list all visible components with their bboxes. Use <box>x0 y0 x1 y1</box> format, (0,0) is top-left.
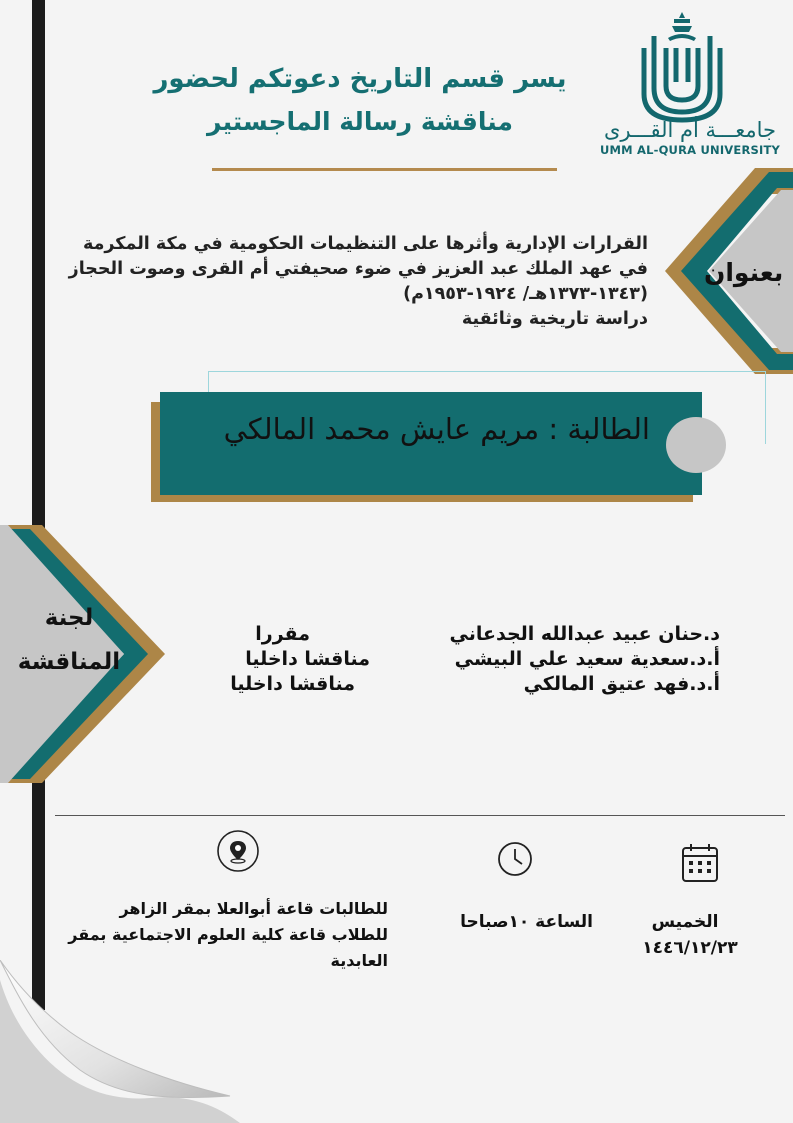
thesis-title-line-4: دراسة تاريخية وثائقية <box>461 309 648 329</box>
committee-members-roles <box>170 622 370 697</box>
location-line-2: للطلاب قاعة كلية العلوم الاجتماعية بمقر <box>68 925 388 944</box>
committee-member-role: مقررا <box>255 623 310 645</box>
crown-emblem-icon <box>668 12 696 41</box>
committee-member-name: أ.د.فهد عتيق المالكي <box>523 673 720 695</box>
decorative-circle <box>666 417 726 473</box>
thesis-title-line-1: القرارات الإدارية وأثرها على التنظيمات الحكومية في مكة المكرمة <box>82 234 648 254</box>
thesis-title-line-2: في عهد الملك عبد العزيز في ضوء صحيفتي أم القرى وصوت الحجاز <box>68 259 648 279</box>
committee-label-line-1: لجنة <box>44 605 94 631</box>
clock-icon <box>497 841 533 877</box>
event-date: ١٤٤٦/١٢/٢٣ <box>642 938 738 958</box>
invitation-line-2: مناقشة رسالة الماجستير <box>207 107 513 136</box>
location-line-1: للطالبات قاعة أبوالعلا بمقر الزاهر <box>119 899 388 918</box>
event-time: الساعة ١٠صباحا <box>460 912 593 932</box>
student-name: الطالبة : مريم عايش محمد المالكي <box>223 412 650 446</box>
committee-member-role: مناقشا داخليا <box>230 673 355 695</box>
committee-member-name: د.حنان عبيد عبدالله الجدعاني <box>449 623 720 645</box>
thesis-title-label: بعنوان <box>704 258 784 287</box>
thesis-title <box>40 232 648 332</box>
calendar-icon <box>680 842 720 884</box>
committee-member-role: مناقشا داخليا <box>245 648 370 670</box>
thesis-title-line-3: (١٣٤٣-١٣٧٣هـ/ ١٩٢٤-١٩٥٣م) <box>403 284 648 304</box>
committee-member-name: أ.د.سعدية سعيد علي البيشي <box>454 648 720 670</box>
university-name-arabic: جامعـــة أم القـــرى <box>604 118 776 142</box>
committee-label <box>14 596 124 684</box>
committee-members-names <box>400 622 720 697</box>
details-separator <box>55 815 785 816</box>
committee-label-line-2: المناقشة <box>17 649 121 675</box>
invitation-line-1: يسر قسم التاريخ دعوتكم لحضور <box>153 64 567 94</box>
gold-divider <box>212 168 557 171</box>
location-pin-icon <box>216 829 260 873</box>
university-name-english: UMM AL-QURA UNIVERSITY <box>599 143 781 157</box>
page-curl-decoration <box>0 960 240 1123</box>
location-line-3: العابدية <box>330 951 388 970</box>
left-decorative-bar <box>32 0 45 1010</box>
event-day: الخميس <box>651 912 719 932</box>
